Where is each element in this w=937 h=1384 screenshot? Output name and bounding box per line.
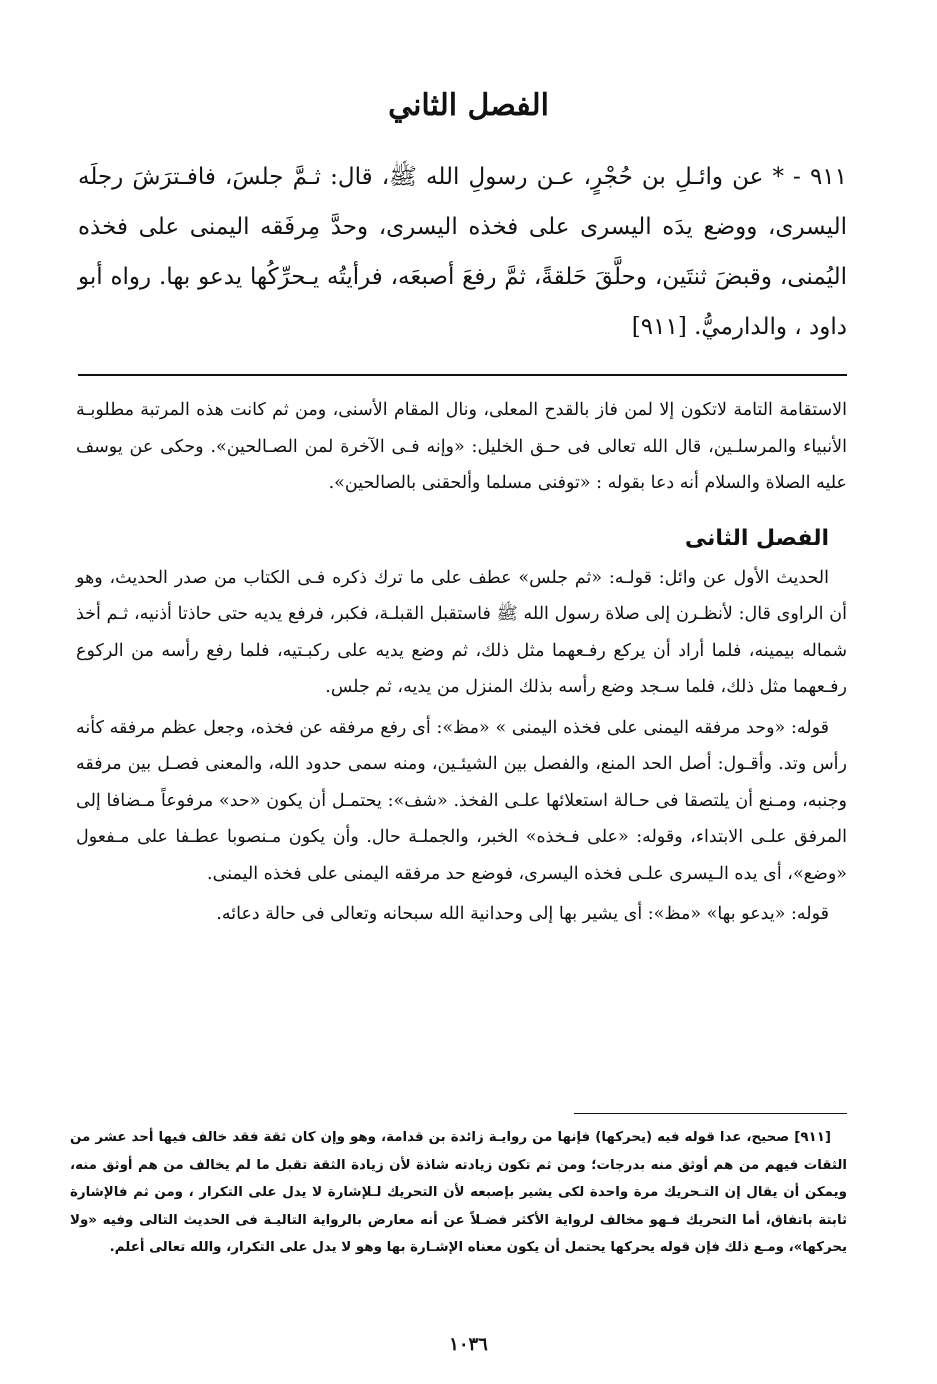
footnote-text: [٩١١] صحيح، عدا قوله فيه (يحركها) فإنها من روايـة زائدة بن قدامة، وهو وإن كان ثقة فقد خالف فيها أحد عشر من الثقات فيهم من هم أوثق منه بدرجات؛ ومن ثم تكون زيادته شاذة لأن زيادة الثقة تقبل ما لم يخالف من هم أوثق منه، ويمكن أن يقال إن التـحريك مرة واحدة لكى يشير بإصبعه لأن التحريك لـلإشارة لا يدل على التكرار ، ومن ثم فالإشارة ثابتة باتفاق، أما التحريك فـهو مخالف لرواية الأكثر فضـلاً عن أنه معارض بالرواية التاليـة فى الحديث التالى وفيه «ولا يحركها»، ومـع ذلك فإن قوله يحركها يحتمل أن يكون معناه الإشـارة بها وهو لا يدل على التكرار، والله تعالى أعلم. (70, 1130, 847, 1255)
footnote-divider (574, 1113, 847, 1114)
chapter-title: الفصل الثاني (388, 88, 549, 123)
commentary-intro: الاستقامة التامة لاتكون إلا لمن فاز بالقدح المعلى، ونال المقام الأسنى، ومن ثم كانت هذه المرتبة مطلوبـة الأنبياء والمرسلـين، قال الله تعالى فى حـق الخليل: «وإنه فـى الآخرة لمن الصـالحين». وحكى عن يوسف عليه الصلاة والسلام أنه دعا بقوله : «توفنى مسلما وألحقنى بالصالحين». (76, 400, 847, 493)
commentary-section-title: الفصل الثانى (684, 525, 829, 551)
section-divider (78, 374, 847, 376)
commentary-paragraph: الحديث الأول عن وائل: قولـه: «ثم جلس» عطف على ما ترك ذكره فـى الكتاب من صدر الحديث، وهو أن الراوى قال: لأنظـرن إلى صلاة رسول الله ﷺ فاستقبل القبلـة، فكبر، فرفع يديه حتى حاذتا أذنيه، ثـم أخذ شماله بيمينه، فلما أراد أن يركع رفـعهما مثل ذلك، ثم وضع يديه على ركبـتيه، فلما رفع رأسه من الركوع رفـعهما مثل ذلك، فلما سـجد وضع رأسه بذلك المنزل من يديه، ثم جلس. (76, 567, 847, 697)
page-number: ١٠٣٦ (449, 1334, 488, 1355)
commentary-paragraph: قوله: «وحد مرفقه اليمنى على فخذه اليمنى » «مظ»: أى رفع مرفقه عن فخذه، وجعل عظم مرفقه كأنه رأس وتد. وأقـول: أصل الحد المنع، والفصل بين الشيئـين، ومنه سمى حدود الله، والمعنى فصـل بين مرفقه وجنبه، ومـنع أن يلتصقا فى حـالة استعلائها علـى الفخذ. «شف»: يحتمـل أن يكون «حد» مرفوعاً مـضافا إلى المرفق علـى الابتداء، وقوله: «على فـخذه» الخبر، والجملـة حال. وأن يكون مـنصوبا عطـفا على مـفعول «وضع»، أى يده الـيسرى علـى فخذه اليسرى، فوضع حد مرفقه اليمنى على فخذه اليمنى. (76, 717, 847, 884)
footnote (70, 1124, 847, 1262)
commentary-paragraph: قوله: «يدعو بها» «مظ»: أى يشير بها إلى وحدانية الله سبحانه وتعالى فى حالة دعائه. (216, 904, 829, 924)
commentary (76, 392, 847, 937)
hadith-text: ٩١١ - * عن وائـلِ بن حُجْرٍ، عـن رسولِ الله ﷺ، قال: ثـمَّ جلسَ، فافـترَشَ رجلَه اليسرى، ووضع يدَه اليسرى على فخذه اليسرى، وحدَّ مِرفَقه اليمنى على فخذه اليُمنى، وقبضَ ثنتَين، وحلَّقَ حَلقةً، ثمَّ رفعَ أصبعَه، فرأيتُه يـحرِّكُها يدعو بها. رواه أبو داود ، والدارميُّ. [٩١١] (78, 164, 847, 340)
